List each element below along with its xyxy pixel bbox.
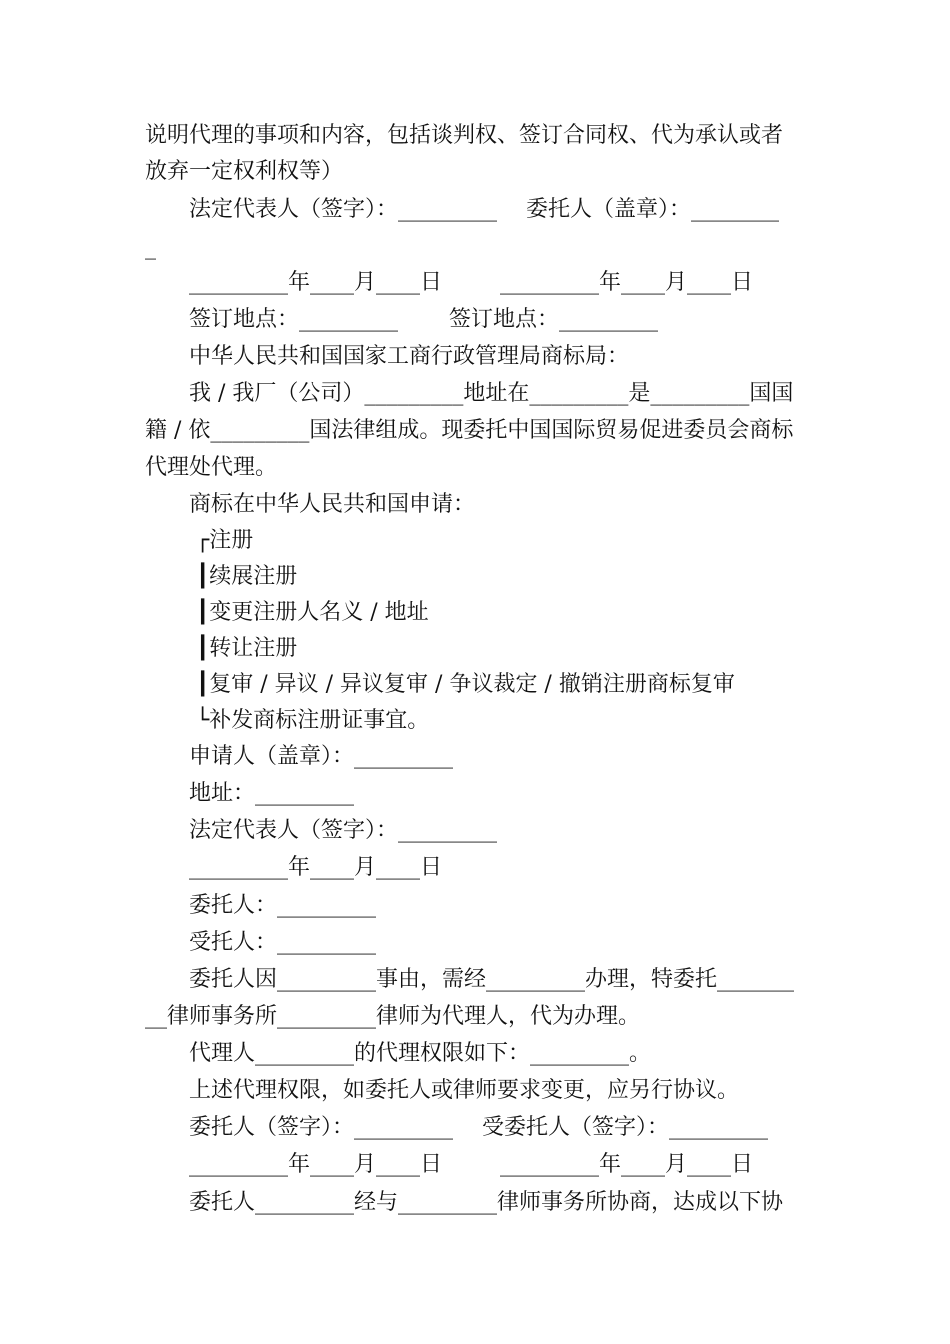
addressee-heading: 中华人民共和国国家工商行政管理局商标局：: [189, 344, 630, 369]
signature-line-principal-agent: 委托人（签字）：_________ 受委托人（签字）：_________: [189, 1115, 768, 1140]
text-line-purpose: 说明代理的事项和内容，包括谈判权、签订合同权、代为承认或者: [145, 123, 784, 148]
option-register: ┌注册: [196, 528, 254, 553]
signing-place-line: 签订地点：_________ 签订地点：_________: [189, 307, 658, 332]
entrust-clause-line: 委托人因_________事由，需经_________办理，特委托_______: [189, 967, 795, 992]
signature-line-overflow: _: [145, 235, 156, 260]
applicant-seal-line: 申请人（盖章）：_________: [189, 744, 454, 769]
option-reissue: └补发商标注册证事宜。: [196, 708, 430, 733]
legal-rep-line: 法定代表人（签字）：_________: [189, 818, 498, 843]
applicant-intro-cont: 籍 / 依_________国法律组成。现委托中国国际贸易促进委员会商标: [145, 418, 794, 443]
text-line-purpose-cont: 放弃一定权利权等）: [145, 159, 344, 184]
agent-authority-line: 代理人_________的代理权限如下：_________。: [189, 1041, 652, 1066]
agent-line: 受托人：_________: [189, 930, 377, 955]
date-line-1: _________年____月____日 _________年____月____日: [189, 270, 753, 295]
principal-line: 委托人：_________: [189, 893, 377, 918]
date-line-2: _________年____月____日: [189, 855, 443, 880]
authority-change-line: 上述代理权限，如委托人或律师要求变更，应另行协议。: [189, 1078, 740, 1103]
applicant-intro-end: 代理处代理。: [145, 455, 278, 480]
option-renewal: ┃续展注册: [196, 564, 298, 589]
signature-line-legal-rep: 法定代表人（签字）：_________ 委托人（盖章）：________: [189, 197, 779, 222]
application-heading: 商标在中华人民共和国申请：: [189, 492, 476, 517]
agreement-intro-line: 委托人_________经与_________律师事务所协商，达成以下协: [189, 1190, 784, 1215]
option-review: ┃复审 / 异议 / 异议复审 / 争议裁定 / 撤销注册商标复审: [196, 672, 735, 697]
option-transfer: ┃转让注册: [196, 636, 298, 661]
entrust-clause-cont: __律师事务所_________律师为代理人，代为办理。: [145, 1004, 641, 1029]
address-line: 地址：_________: [189, 781, 355, 806]
option-change-name: ┃变更注册人名义 / 地址: [196, 600, 429, 625]
date-line-3: _________年____月____日 _________年____月____日: [189, 1152, 753, 1177]
applicant-intro-line: 我 / 我厂（公司）_________地址在_________是_________国国: [189, 381, 794, 406]
